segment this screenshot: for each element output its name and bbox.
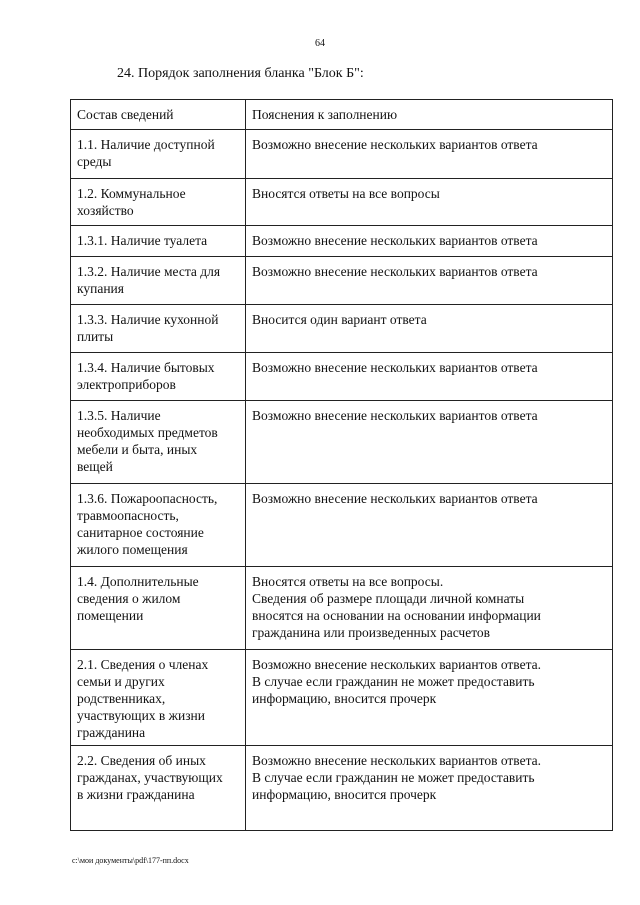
item-cell: 1.2. Коммунальное хозяйство [71, 179, 246, 226]
explanation-cell: Возможно внесение нескольких вариантов ответа [246, 226, 613, 257]
item-cell: 2.1. Сведения о членах семьи и других родственниках, участвующих в жизни гражданина [71, 650, 246, 746]
column-header: Состав сведений [71, 100, 246, 130]
table-row [71, 257, 613, 305]
info-table [70, 99, 613, 831]
explanation-cell: Возможно внесение нескольких вариантов ответа [246, 353, 613, 401]
table-row [71, 567, 613, 650]
item-cell: 1.3.4. Наличие бытовых электроприборов [71, 353, 246, 401]
table-row [71, 746, 613, 831]
table-row [71, 484, 613, 567]
table-row [71, 650, 613, 746]
table-row [71, 226, 613, 257]
item-cell: 1.3.3. Наличие кухонной плиты [71, 305, 246, 353]
table-row [71, 130, 613, 179]
item-cell: 1.3.2. Наличие места для купания [71, 257, 246, 305]
explanation-cell: Вносится один вариант ответа [246, 305, 613, 353]
explanation-cell: Возможно внесение нескольких вариантов ответа. В случае если гражданин не может предоставить информацию, вносится прочерк [246, 746, 613, 831]
table-row [71, 353, 613, 401]
page-number: 64 [315, 38, 325, 49]
explanation-cell: Вносятся ответы на все вопросы. Сведения об размере площади личной комнаты вносятся на основании на основании информации гражданина или произведенных расчетов [246, 567, 613, 650]
explanation-cell: Возможно внесение нескольких вариантов ответа [246, 130, 613, 179]
footer-file-path: c:\мои документы\pdf\177-пп.docx [72, 856, 189, 865]
item-cell: 1.1. Наличие доступной среды [71, 130, 246, 179]
table-row [71, 179, 613, 226]
explanation-cell: Вносятся ответы на все вопросы [246, 179, 613, 226]
explanation-cell: Возможно внесение нескольких вариантов ответа [246, 484, 613, 567]
item-cell: 1.4. Дополнительные сведения о жилом помещении [71, 567, 246, 650]
explanation-cell: Возможно внесение нескольких вариантов ответа [246, 257, 613, 305]
column-header: Пояснения к заполнению [246, 100, 613, 130]
table-row [71, 401, 613, 484]
explanation-cell: Возможно внесение нескольких вариантов ответа. В случае если гражданин не может предоставить информацию, вносится прочерк [246, 650, 613, 746]
table-row [71, 305, 613, 353]
explanation-cell: Возможно внесение нескольких вариантов ответа [246, 401, 613, 484]
section-title: 24. Порядок заполнения бланка "Блок Б": [117, 66, 364, 81]
item-cell: 1.3.1. Наличие туалета [71, 226, 246, 257]
item-cell: 1.3.5. Наличие необходимых предметов мебели и быта, иных вещей [71, 401, 246, 484]
item-cell: 1.3.6. Пожароопасность, травмоопасность, санитарное состояние жилого помещения [71, 484, 246, 567]
table-header-row [71, 100, 613, 130]
item-cell: 2.2. Сведения об иных гражданах, участвующих в жизни гражданина [71, 746, 246, 831]
